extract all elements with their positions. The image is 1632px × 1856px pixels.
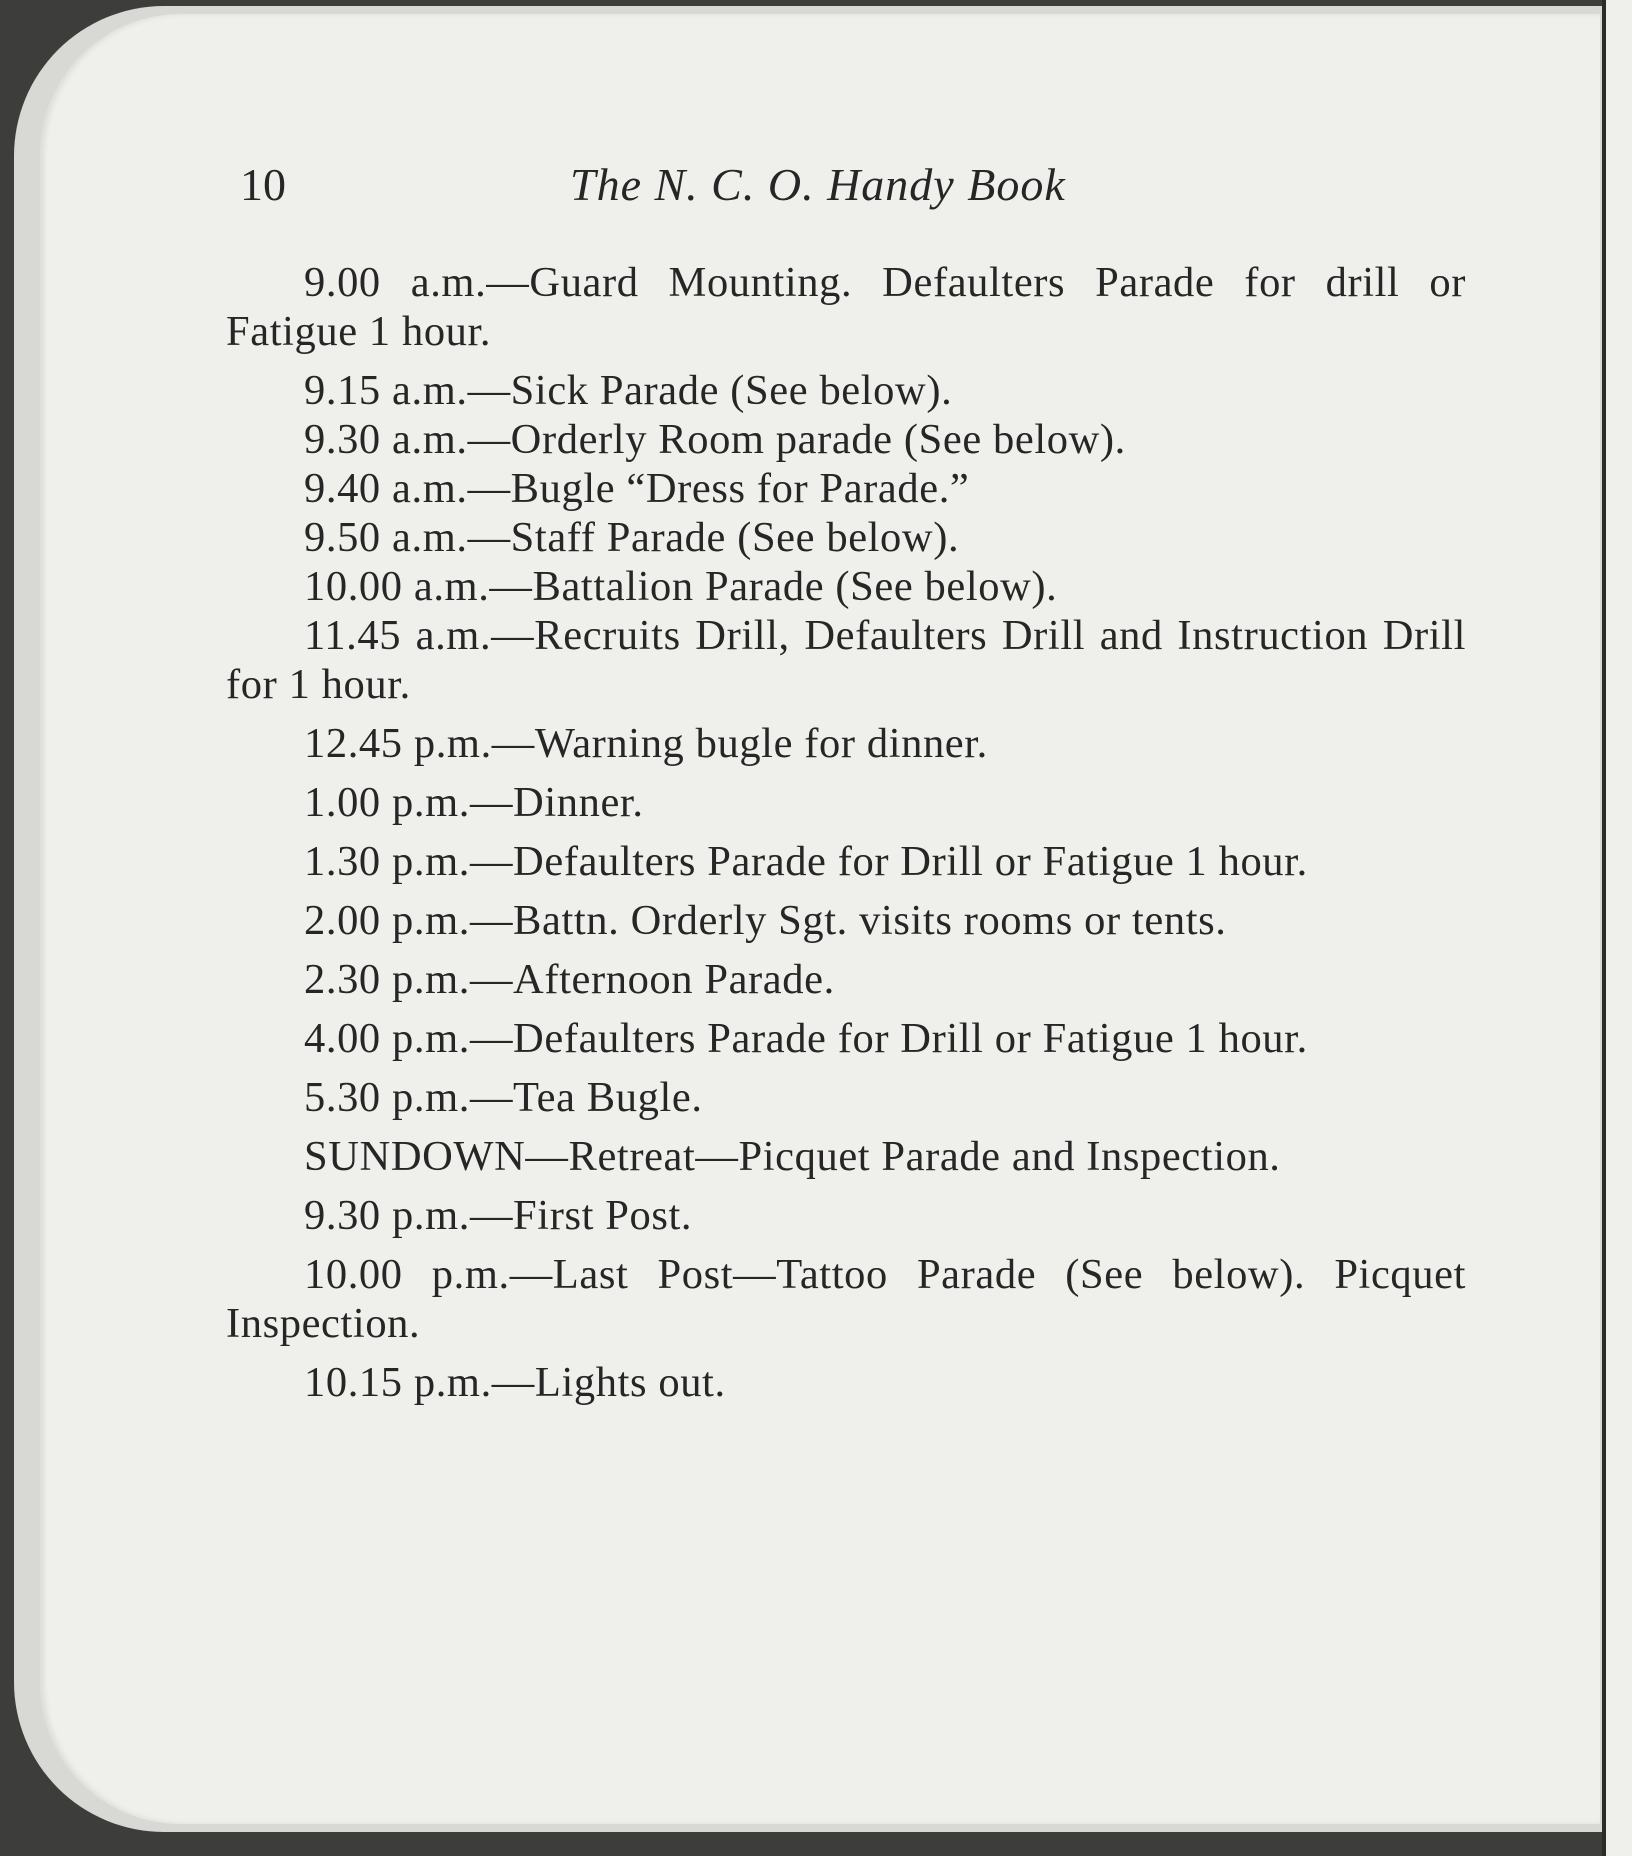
facing-page-edge xyxy=(1606,0,1632,1856)
schedule-entry: 9.15 a.m.—Sick Parade (See below). xyxy=(304,367,953,414)
schedule-text xyxy=(226,258,1466,1407)
schedule-entry: 9.00 a.m.—Guard Mounting. Defaulters Parade for drill or Fatigue 1 hour. xyxy=(226,259,1466,355)
schedule-entry: 10.00 p.m.—Last Post—Tattoo Parade (See below). Picquet Inspection. xyxy=(226,1251,1466,1347)
schedule-entry: 9.40 a.m.—Bugle “Dress for Parade.” xyxy=(304,465,970,512)
schedule-entry: 9.30 a.m.—Orderly Room parade (See below). xyxy=(304,416,1126,463)
schedule-entry: 9.30 p.m.—First Post. xyxy=(304,1192,693,1239)
schedule-entry: 4.00 p.m.—Defaulters Parade for Drill or Fatigue 1 hour. xyxy=(304,1015,1308,1062)
page-header xyxy=(240,158,1460,218)
schedule-entry: 2.00 p.m.—Battn. Orderly Sgt. visits rooms or tents. xyxy=(304,897,1227,944)
running-title: The N. C. O. Handy Book xyxy=(570,159,1066,210)
schedule-entry: 9.50 a.m.—Staff Parade (See below). xyxy=(304,514,960,561)
page-number: 10 xyxy=(240,159,286,210)
schedule-entry: 11.45 a.m.—Recruits Drill, Defaulters Drill and Instruction Drill for 1 hour. xyxy=(226,612,1466,708)
schedule-entry: 10.00 a.m.—Battalion Parade (See below). xyxy=(304,563,1058,610)
schedule-entry: 2.30 p.m.—Afternoon Parade. xyxy=(304,956,835,1003)
schedule-entry: 1.30 p.m.—Defaulters Parade for Drill or Fatigue 1 hour. xyxy=(304,838,1308,885)
schedule-entry: 12.45 p.m.—Warning bugle for dinner. xyxy=(304,720,988,767)
schedule-entry: 5.30 p.m.—Tea Bugle. xyxy=(304,1074,703,1121)
schedule-entry: 10.15 p.m.—Lights out. xyxy=(304,1359,726,1406)
schedule-entry: 1.00 p.m.—Dinner. xyxy=(304,779,644,826)
schedule-entry: SUNDOWN—Retreat—Picquet Parade and Inspection. xyxy=(304,1133,1281,1180)
